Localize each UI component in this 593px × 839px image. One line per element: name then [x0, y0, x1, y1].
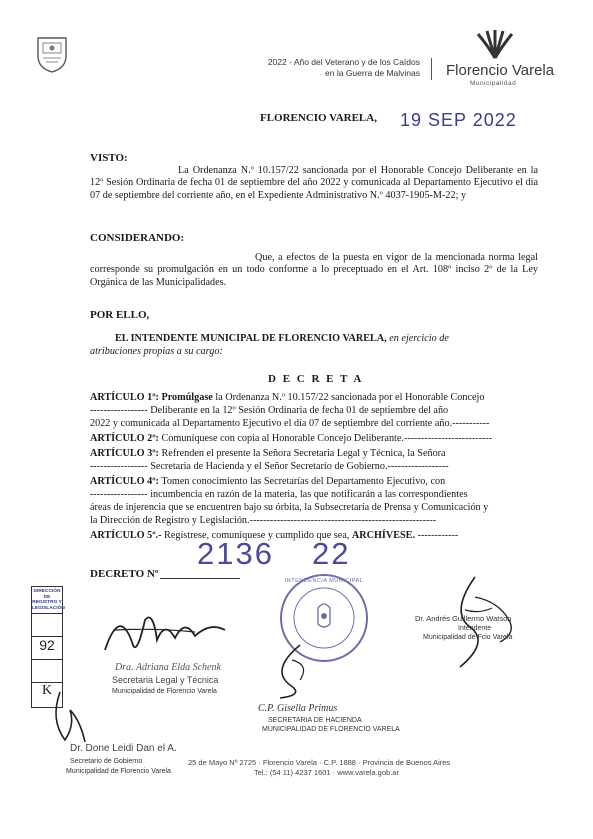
handwritten-mark-1: 92 — [39, 637, 55, 653]
handwritten-mark-2: K — [41, 683, 53, 698]
signature-intendente-org: Municipalidad de Fcio Varela — [423, 634, 513, 641]
intendente-bold: EL INTENDENTE MUNICIPAL DE FLORENCIO VARELA, — [115, 333, 387, 344]
article-4-label: ARTÍCULO 4º: — [90, 476, 159, 487]
footer-contact: Tel.: (54 11) 4237 1601 · www.varela.gob.ar — [254, 768, 399, 777]
header-divider — [431, 58, 432, 80]
date-stamp: 19 SEP 2022 — [400, 110, 517, 130]
article-5-label: ARTÍCULO 5º.- — [90, 530, 162, 541]
seal-text: INTENDENCIA MUNICIPAL — [284, 578, 364, 584]
article-4-line-4: la Dirección de Registro y Legislación.------------------------------------------------------- — [90, 515, 437, 526]
article-1-line-1 — [90, 392, 540, 404]
article-1-line-2: ----------------- Deliberante en la 12º Sesión Ordinaria de fecha 01 de septiembre del año — [90, 405, 449, 416]
place-line: FLORENCIO VARELA, — [260, 112, 377, 124]
visto-text: La Ordenanza N.º 10.157/22 sancionada por el Honorable Concejo Deliberante en la 12º Sesión Ordinaria de fecha 01 de septiembre del año 2022 y comunicada al Departamento Ejecutivo el día 07 de septiembre del corriente año, en el Expediente Administrativo N.º 4037-1905-M-22; y — [90, 165, 538, 201]
decreto-underline — [160, 578, 240, 579]
signature-legal-org: Municipalidad de Florencio Varela — [112, 688, 217, 695]
signature-gobierno-scribble — [45, 690, 95, 745]
signature-gobierno-title: Secretario de Gobierno — [70, 758, 143, 765]
article-5-bold: ARCHÍVESE. — [351, 530, 416, 541]
registry-stamp-line-1: DIRECCIÓN DE — [33, 589, 61, 600]
footer-address: 25 de Mayo Nº 2725 · Florencio Varela · C.P. 1888 · Provincia de Buenos Aires — [188, 758, 451, 767]
considerando-text: Que, a efectos de la puesta en vigor de la mencionada norma legal corresponde su promulgación en un todo conforme a lo preceptuado en el Art. 108º inciso 2º de la Ley Orgánica de las Municipalidades. — [90, 252, 538, 288]
article-2-text: Comuníquese con copia al Honorable Concejo Deliberante.-------------------------- — [161, 433, 493, 444]
signature-gobierno-name: Dr. Done Leidi Dan el A. — [70, 743, 177, 754]
decreto-number: 2136 — [197, 536, 274, 571]
intendente-italic-2-line — [90, 346, 223, 358]
signature-intendente-title: Intendente — [458, 625, 492, 632]
brand-logo-icon — [470, 28, 520, 60]
registry-stamp-cell-2 — [32, 637, 62, 660]
motto-line-1: 2022 - Año del Veterano y de los Caídos — [267, 57, 420, 67]
signature-hacienda-scribble — [250, 640, 340, 700]
decreto-year: 22 — [312, 536, 351, 571]
article-3-label: ARTÍCULO 3º: — [90, 448, 159, 459]
signature-legal-title: Secretaria Legal y Técnica — [112, 675, 219, 685]
registry-stamp-header — [32, 587, 65, 614]
article-3-text-1: Refrenden el presente la Señora Secretaria Legal y Técnica, la Señora — [161, 448, 446, 459]
article-1-line-3: 2022 y comunicada al Departamento Ejecutivo el día 07 de septiembre del corriente año.----------- — [90, 418, 490, 429]
article-4-text-1: Tomen conocimiento las Secretarías del Departamento Ejecutivo, con — [161, 476, 446, 487]
brand-name: Florencio Varela — [446, 62, 555, 79]
article-3-line-1 — [90, 448, 446, 460]
coat-of-arms-icon — [34, 34, 70, 74]
article-1-text-1: la Ordenanza N.º 10.157/22 sancionada por el Honorable Concejo — [215, 392, 485, 403]
signature-legal-cursive: Dra. Adriana Elda Schenk — [115, 662, 221, 673]
article-2-line — [90, 433, 492, 445]
article-3-line-2: ----------------- Secretaria de Hacienda y el Señor Secretario de Gobierno.------------------ — [90, 461, 449, 472]
intendente-italic-1: en ejercicio de — [389, 333, 449, 344]
registry-stamp-line-3: LEGISLACIÓN — [32, 605, 65, 611]
decreto-label: DECRETO Nº — [90, 568, 159, 580]
por-ello: POR ELLO, — [90, 309, 150, 321]
signature-intendente-name: Dr. Andrés Guillermo Watson — [415, 614, 512, 623]
registry-stamp-line-2: REGISTRO Y — [32, 600, 62, 605]
article-4-line-1 — [90, 476, 445, 488]
article-4-line-2: ----------------- incumbencia en razón de la materia, las que notificarán a las correspondientes — [90, 489, 468, 500]
signature-hacienda-title: SECRETARIA DE HACIENDA — [268, 717, 362, 724]
article-1-bold: Promúlgase — [161, 392, 213, 403]
signature-legal-scribble — [95, 600, 245, 660]
article-1-label: ARTÍCULO 1º: — [90, 392, 159, 403]
article-2-label: ARTÍCULO 2º: — [90, 433, 159, 444]
visto-heading: VISTO: — [90, 152, 128, 164]
brand-sub: Municipalidad — [470, 80, 517, 87]
signature-hacienda-name: C.P. Gisella Primus — [258, 703, 338, 714]
article-5-line — [90, 530, 458, 542]
registry-stamp-cell-3 — [32, 660, 62, 683]
signature-hacienda-org: MUNICIPALIDAD DE FLORENCIO VARELA — [262, 726, 400, 733]
article-5-text: Regístrese, comuníquese y cumplido que sea, — [164, 530, 350, 541]
header-motto — [210, 57, 420, 79]
article-5-dash: ------------ — [417, 530, 459, 541]
decreta-heading: D E C R E T A — [268, 373, 364, 385]
intendente-italic-2: atribuciones propias a su cargo: — [90, 346, 223, 357]
intendente-paragraph — [115, 333, 540, 345]
considerando-heading: CONSIDERANDO: — [90, 232, 185, 244]
motto-line-2: en la Guerra de Malvinas — [325, 68, 420, 78]
signature-gobierno-org: Municipalidad de Florencio Varela — [66, 768, 171, 775]
article-4-line-3: áreas de injerencia que se encuentren bajo su órbita, la Subsecretaría de Prensa y Comunicación y — [90, 502, 489, 513]
registry-stamp-cell-1 — [32, 614, 62, 637]
